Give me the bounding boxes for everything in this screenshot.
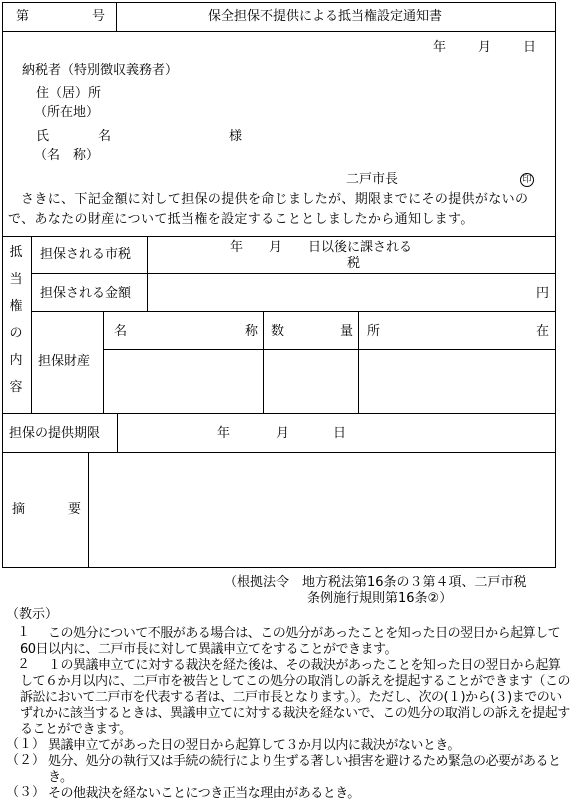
legal-basis-line2: 条例施行規則第16条②） <box>307 591 453 606</box>
remarks-label-char-2: 要 <box>68 502 82 517</box>
name-label-char-1: 氏 <box>36 129 50 144</box>
col-loc-char-2: 在 <box>536 324 550 339</box>
date-day: 日 <box>523 40 537 55</box>
sub-item-2-num: （２） <box>6 753 46 768</box>
deadline-year: 年 <box>217 426 231 441</box>
instruction-1-text: この処分について不服がある場合は、この処分があったことを知った日の翌日から起算して60日以内に、二戸市長に対して異議申立てをすることができます。 <box>20 626 561 657</box>
name-label-char-2: 名 <box>98 129 112 144</box>
deadline-label: 担保の提供期限 <box>9 426 101 441</box>
date-month: 月 <box>478 40 492 55</box>
secured-amount-label: 担保される金額 <box>40 286 132 301</box>
issuer-seal <box>520 172 534 187</box>
secured-tax-value-line1: 年 月 日以後に課される <box>230 240 413 255</box>
deadline-month: 月 <box>276 426 290 441</box>
col-qty-char-2: 量 <box>340 324 354 339</box>
notice-body-text: さきに、下記金額に対して担保の提供を命じましたが、期限までにその提供がないので、あなたの財産について抵当権を設定することとしましたから通知します。 <box>8 192 529 227</box>
sub-item-1-text: 異議申立てがあった日の翌日から起算して３か月以内に裁決がないとき。 <box>48 738 460 753</box>
yen-unit: 円 <box>536 286 550 301</box>
address-label: 住（居）所 <box>36 86 102 101</box>
instruction-2-text: １の異議申立てに対する裁決を経た後は、その裁決があったことを知った日の翌日から起算して６か月以内に、二戸市を被告としてこの処分の取消しの訴えを提起することができます（この訴訟において二戸市を代表する者は、二戸市長となります。）。ただし、次の(１)から(３)までのいずれかに該当するときは、異議申立てに対する裁決を経ないで、この処分の取消しの訴えを提起することができます。 <box>20 658 571 737</box>
deadline-day: 日 <box>333 426 347 441</box>
location-label: （所在地） <box>34 105 100 120</box>
col-name-char-2: 称 <box>245 324 259 339</box>
date-year: 年 <box>433 40 447 55</box>
seal-icon: 印 <box>520 173 534 187</box>
sub-item-2-text: 処分、処分の執行又は手続の続行により生ずる著しい損害を避けるため緊急の必要があるとき。 <box>48 754 561 785</box>
col-name-char-1: 名 <box>114 324 128 339</box>
corp-name-label: （名 称） <box>34 148 100 163</box>
sub-item-3-text: その他裁決を経ないことにつき正当な理由があるとき。 <box>48 786 360 801</box>
number-label-right: 号 <box>92 9 106 24</box>
col-qty-char-1: 数 <box>271 324 285 339</box>
number-label-left: 第 <box>16 9 30 24</box>
document-title: 保全担保不提供による抵当権設定通知書 <box>208 9 443 24</box>
col-loc-char-1: 所 <box>367 324 381 339</box>
mortgage-vertical-label: 抵 当 権 の 内 容 <box>9 245 23 395</box>
instruction-1-num: １ <box>17 625 31 640</box>
instructions-title: （教示） <box>6 607 59 622</box>
remarks-row <box>2 452 556 568</box>
legal-basis-line1: （根拠法令 地方税法第16条の３第４項、二戸市税 <box>224 575 527 590</box>
honorific: 様 <box>229 129 243 144</box>
sub-item-3-num: （３） <box>6 785 46 800</box>
secured-tax-value-line2: 税 <box>347 256 361 271</box>
sub-item-1-num: （１） <box>6 737 46 752</box>
secured-tax-label: 担保される市税 <box>40 247 132 262</box>
instruction-2-num: ２ <box>17 657 31 672</box>
remarks-label-char-1: 摘 <box>12 502 26 517</box>
taxpayer-label: 納税者（特別徴収義務者） <box>22 63 179 78</box>
property-label: 担保財産 <box>38 354 91 369</box>
issuer-name: 二戸市長 <box>346 172 399 187</box>
